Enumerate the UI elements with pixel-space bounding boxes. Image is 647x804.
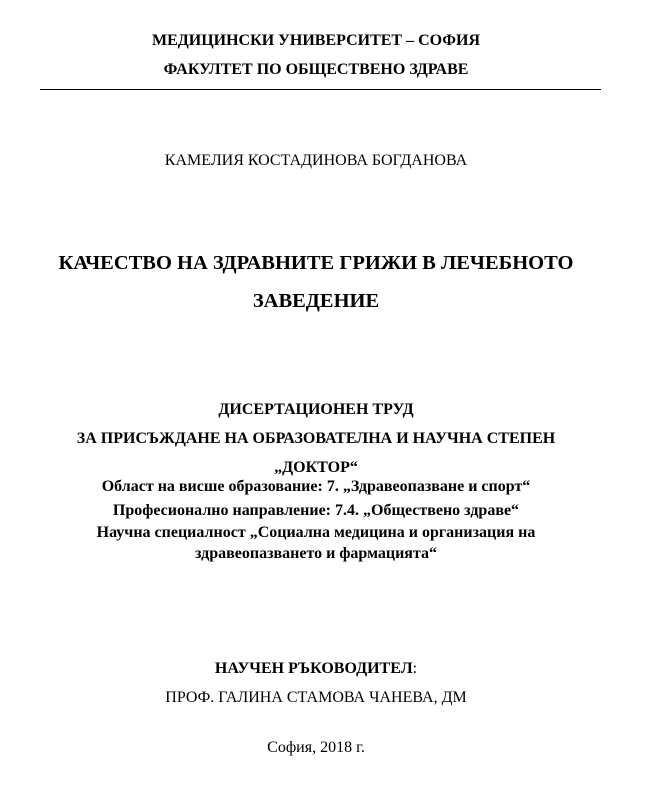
- degree-name: „ДОКТОР“: [274, 459, 358, 476]
- thesis-title-line-1: КАЧЕСТВО НА ЗДРАВНИТЕ ГРИЖИ В ЛЕЧЕБНОТО: [58, 252, 574, 274]
- faculty-name: ФАКУЛТЕТ ПО ОБЩЕСТВЕНО ЗДРАВЕ: [163, 61, 469, 78]
- author-name: КАМЕЛИЯ КОСТАДИНОВА БОГДАНОВА: [164, 152, 468, 169]
- university-name: МЕДИЦИНСКИ УНИВЕРСИТЕТ – СОФИЯ: [151, 32, 481, 49]
- supervisor-label: НАУЧЕН РЪКОВОДИТЕЛ: [214, 660, 413, 677]
- education-area: Област на висше образование: 7. „Здравеопазване и спорт“: [101, 478, 531, 495]
- supervisor-heading: [0, 660, 632, 678]
- scientific-specialty-line-1: Научна специалност „Социална медицина и организация на: [96, 524, 536, 541]
- professional-direction: Професионално направление: 7.4. „Обществено здраве“: [112, 502, 520, 519]
- supervisor-colon: :: [412, 660, 418, 677]
- header-divider: [40, 89, 601, 90]
- scientific-specialty-line-2: здравеопазването и фармацията“: [194, 545, 437, 562]
- degree-purpose: ЗА ПРИСЪЖДАНЕ НА ОБРАЗОВАТЕЛНА И НАУЧНА СТЕПЕН: [76, 430, 556, 447]
- place-and-date: София, 2018 г.: [267, 739, 365, 756]
- supervisor-name: ПРОФ. ГАЛИНА СТАМОВА ЧАНЕВА, ДМ: [165, 689, 467, 706]
- dissertation-heading: ДИСЕРТАЦИОНЕН ТРУД: [218, 401, 414, 418]
- thesis-title-line-2: ЗАВЕДЕНИЕ: [252, 290, 380, 312]
